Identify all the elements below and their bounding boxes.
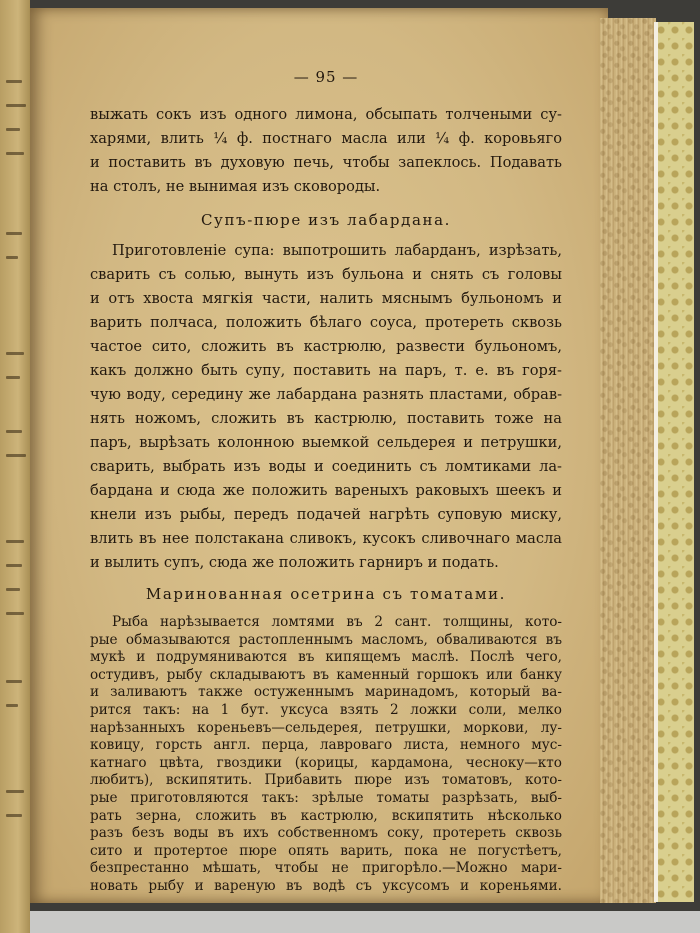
sturgeon-line: новать рыбу и вареную въ водѣ съ уксусомъ и кореньями. — [90, 878, 562, 894]
sturgeon-line: сито и протертое пюре опять варить, пока не погустѣетъ, — [90, 842, 562, 859]
sturgeon-line: рится такъ: на 1 бут. уксуса взять 2 ложки соли, мелко — [90, 702, 562, 718]
soup-line: кнели изъ рыбы, передъ подачей нагрѣть супoвую миску, — [90, 506, 562, 523]
sturgeon-line: остудивъ, рыбу складываютъ въ каменный горшокъ или банку — [90, 666, 562, 683]
left-facing-page — [0, 0, 30, 933]
soup-line: варить полчаса, положить бѣлаго соуса, протереть сквозь — [90, 314, 562, 331]
sturgeon-line: мукѣ и подрумяниваются въ кипящемъ маслѣ. Послѣ чего, — [90, 649, 562, 666]
soup-line: сварить, выбрать изъ воды и соединить съ ломтиками ла- — [90, 458, 562, 475]
soup-line: сварить съ солью, вынуть изъ бульона и снять съ головы — [90, 266, 562, 283]
intro-line: и поставить въ духовую печь, чтобы запеклось. Подавать — [90, 154, 562, 171]
table-surface — [0, 911, 700, 933]
sturgeon-line: ковицу, горсть англ. перца, лавроваго листа, немного мус- — [90, 737, 562, 754]
sturgeon-line: безпрестанно мѣшать, чтобы не пригорѣло.—Можно мари- — [90, 860, 562, 877]
sturgeon-line: и заливаютъ также остуженнымъ маринадомъ, который ва- — [90, 684, 562, 701]
sturgeon-line: любитъ), вскипятить. Прибавить пюре изъ томатовъ, кото- — [90, 772, 562, 789]
intro-line: на столъ, не вынимая изъ сковороды. — [90, 178, 381, 195]
soup-line: частое сито, сложить въ кастрюлю, развести бульономъ, — [90, 338, 562, 355]
soup-line: чую воду, середину же лабардана разнять пластами, обрав- — [90, 386, 562, 403]
section-heading-soup: Супъ-пюре изъ лабардана. — [200, 211, 452, 229]
intro-line: выжать сокъ изъ одного лимона, обсыпать толчеными су- — [90, 106, 562, 123]
sturgeon-line: рать зерна, сложить въ кастрюлю, вскипятить нѣсколько — [90, 807, 562, 824]
sturgeon-line: рые приготовляются такъ: зрѣлые томаты разрѣзать, выб- — [90, 790, 562, 806]
sturgeon-line: рые обмазываются растопленнымъ масломъ, обваливаются въ — [90, 631, 562, 648]
intro-line: харями, влить ¼ ф. постнаго масла или ¼ ф. коровьяго — [90, 130, 562, 147]
soup-line: и вылить супъ, сюда же положить гарниръ и подать. — [90, 554, 499, 571]
sturgeon-line: разъ безъ воды въ ихъ собственномъ соку, протереть сквозь — [90, 825, 562, 842]
endpaper-border — [654, 22, 658, 902]
sturgeon-line: Рыба нарѣзывается ломтями въ 2 сант. толщины, кото- — [112, 614, 562, 630]
soup-line: паръ, вырѣзать колонною выемкой сельдерея и петрушки, — [90, 434, 562, 451]
page-edge-block — [600, 18, 656, 903]
soup-line: бардана и сюда же положить вареныхъ раковыхъ шеекъ и — [90, 482, 562, 499]
soup-line: Приготовленіе супа: выпотрошить лабарданъ, изрѣзать, — [112, 242, 562, 259]
decorative-endpaper — [654, 22, 694, 902]
soup-line: нять ножомъ, сложить въ кастрюлю, поставить тоже на — [90, 410, 562, 427]
page-number: — 95 — — [293, 68, 359, 86]
soup-line: какъ должно быть супу, поставить на паръ, т. е. въ горя- — [90, 362, 562, 379]
sturgeon-line: катнаго цвѣта, гвоздики (корицы, кардамона, чесноку—кто — [90, 754, 562, 771]
section-heading-sturgeon: Маринованная осетрина съ томатами. — [145, 585, 507, 603]
sturgeon-line: нарѣзанныхъ кореньевъ—сельдерея, петрушки, моркови, лу- — [90, 719, 562, 736]
soup-line: влить въ нее полстакана сливокъ, кусокъ сливочнаго масла — [90, 530, 562, 547]
soup-line: и отъ хвоста мягкія части, налить мяснымъ бульономъ и — [90, 290, 562, 307]
book-page — [30, 8, 608, 903]
